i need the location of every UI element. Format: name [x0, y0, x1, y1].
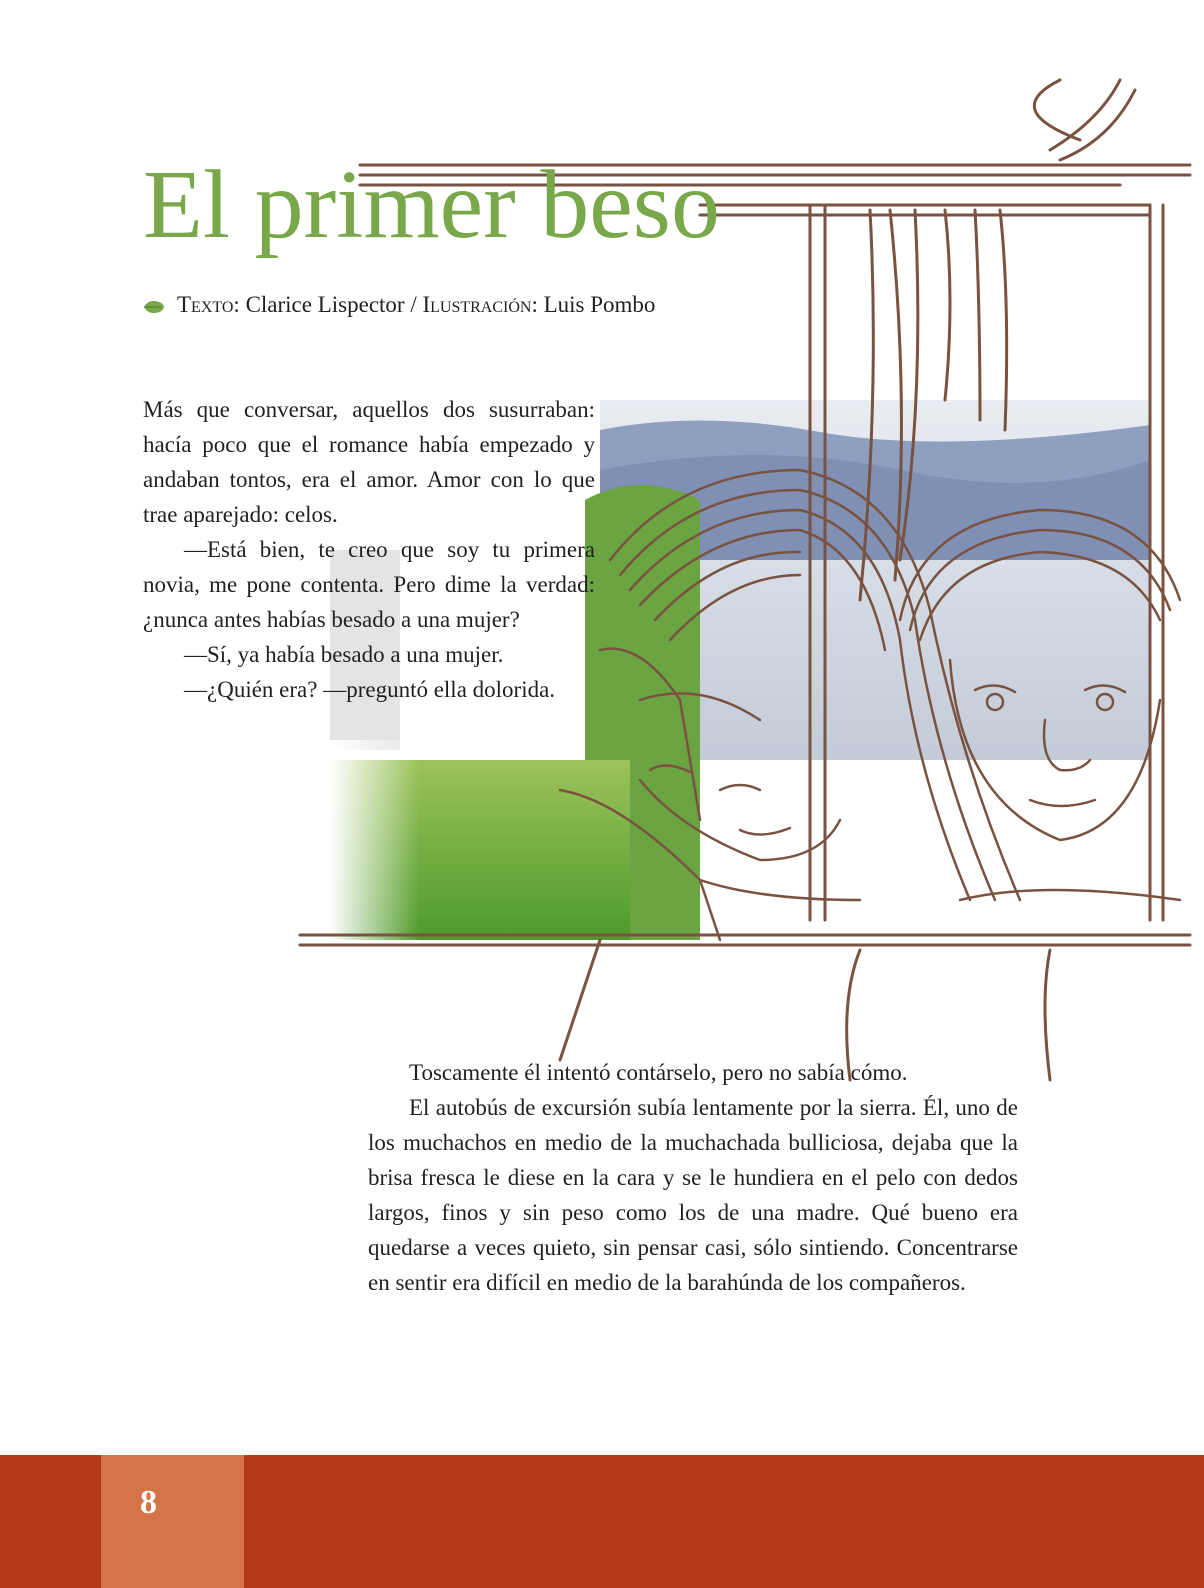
credits-line: Texto: Clarice Lispector / Ilustración: Luis Pombo	[143, 290, 655, 320]
page-number-box	[101, 1455, 244, 1588]
paragraph: El autobús de excursión subía lentamente por la sierra. Él, uno de los muchachos en medio de la muchachada bulliciosa, dejaba que la brisa fresca le diese en la cara y se le hundiera en el pelo con dedos largos, finos y sin peso como los de una madre. Qué bueno era quedarse a veces quieto, sin pensar casi, sólo sintiendo. Concentrarse en sentir era difícil en medio de la barahúnda de los compañeros.	[368, 1095, 1018, 1295]
page-number: 8	[140, 1484, 157, 1521]
paragraph: —Está bien, te creo que soy tu primera novia, me pone contenta. Pero dime la verdad: ¿nunca antes habías besado a una mujer?	[143, 537, 595, 632]
leaf-bullet-icon	[143, 300, 165, 314]
paragraph: Más que conversar, aquellos dos susurraban: hacía poco que el romance había empezado y andaban tontos, era el amor. Amor con lo que trae aparejado: celos.	[143, 397, 595, 527]
author-name: Clarice Lispector	[245, 292, 405, 317]
text-credit-label: Texto	[177, 292, 234, 317]
left-text-column	[143, 392, 595, 707]
right-text-column	[368, 1055, 1018, 1300]
paragraph: Toscamente él intentó contárselo, pero no sabía cómo.	[409, 1060, 908, 1085]
illustrator-name: Luis Pombo	[543, 292, 656, 317]
paragraph: —¿Quién era? —preguntó ella dolorida.	[184, 677, 556, 702]
story-title: El primer beso	[143, 151, 720, 259]
credit-separator: /	[410, 292, 417, 317]
paragraph: —Sí, ya había besado a una mujer.	[184, 642, 504, 667]
illustration-credit-label: Ilustración	[422, 292, 532, 317]
page-footer	[0, 1455, 1204, 1588]
